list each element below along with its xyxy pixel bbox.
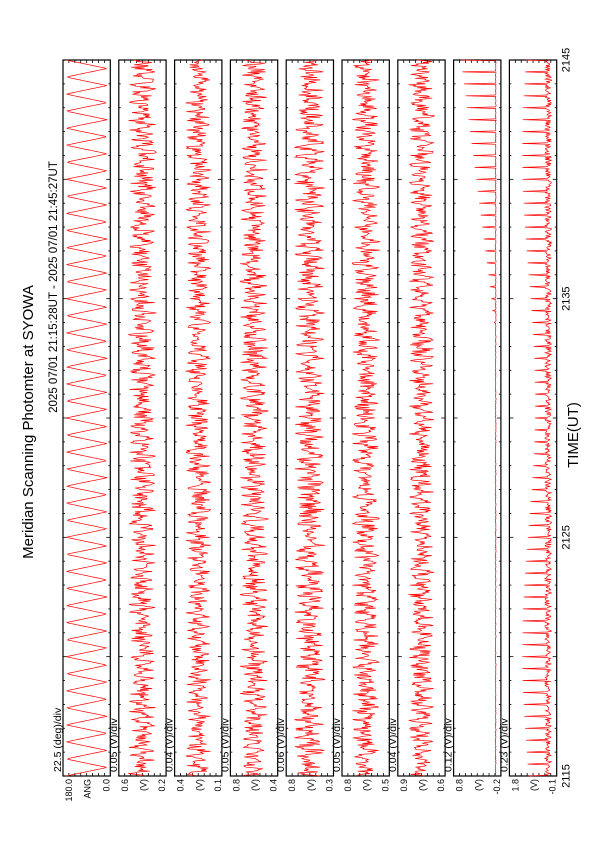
- y-tick-label-top: 0.8: [343, 779, 353, 792]
- y-tick-label-top: 0.8: [454, 779, 465, 792]
- series-line: [461, 60, 496, 776]
- panel-8: [443, 60, 502, 795]
- y-unit-label: (V): [138, 779, 149, 791]
- chart-title: Meridian Scanning Photomter at SYOWA: [20, 285, 37, 559]
- x-tick-label: 2135: [560, 286, 573, 311]
- panel-scale-label: 0.12 (V)/div: [442, 718, 455, 772]
- series-line: [240, 60, 268, 776]
- panel-1: [52, 60, 111, 802]
- y-tick-label-bottom: 0.0: [101, 779, 112, 792]
- x-tick-label: 2145: [560, 47, 573, 73]
- y-tick-label-bottom: 0.4: [268, 779, 279, 792]
- series-line: [294, 60, 325, 776]
- panel-scale-label: 0.05 (V)/div: [331, 718, 343, 772]
- panel-scale-label: 0.06 (V)/div: [275, 718, 288, 772]
- y-tick-label-bottom: 0.2: [157, 779, 168, 792]
- series-line: [128, 60, 156, 776]
- y-unit-label: (V): [417, 779, 428, 791]
- series-line: [522, 60, 551, 776]
- panel-7: [387, 60, 446, 792]
- panel-stack: [52, 60, 558, 802]
- panel-scale-label: 22.5 (deg)/div: [52, 707, 64, 772]
- series-line: [409, 60, 435, 776]
- panel-scale-label: 0.04 (V)/div: [163, 718, 176, 772]
- panel-frame: [398, 60, 445, 776]
- y-tick-label-bottom: 0.3: [324, 779, 335, 792]
- series-line: [66, 60, 107, 776]
- y-tick-label-bottom: -0.1: [547, 779, 558, 795]
- panel-4: [219, 60, 278, 792]
- y-tick-label-top: 1.8: [510, 779, 521, 792]
- y-tick-label-bottom: 0.1: [212, 779, 223, 792]
- y-tick-label-bottom: 0.6: [436, 779, 447, 792]
- y-unit-label: (V): [361, 779, 372, 791]
- time-range-label: 2025 07/01 21:15:28UT - 2025 07/01 21:45:27UT: [48, 161, 60, 413]
- y-tick-label-top: 0.9: [398, 779, 409, 792]
- y-tick-label-bottom: -0.2: [491, 779, 502, 795]
- panel-scale-label: 0.23 (V)/div: [498, 718, 511, 772]
- y-unit-label: (V): [473, 779, 484, 791]
- panel-scale-label: 0.05 (V)/div: [219, 718, 232, 772]
- panel-9: [498, 60, 557, 795]
- panel-6: [331, 60, 390, 792]
- y-unit-label: (V): [305, 779, 316, 791]
- y-tick-label-top: 180.0: [64, 779, 74, 802]
- panel-frame: [63, 60, 110, 776]
- panel-scale-label: 0.05 (V)/div: [107, 718, 120, 772]
- x-tick-label: 2115: [560, 764, 573, 788]
- y-unit-label: (V): [194, 779, 205, 791]
- y-tick-label-top: 0.8: [231, 779, 242, 792]
- x-tick-label: 2125: [560, 525, 573, 550]
- y-tick-label-top: 0.8: [287, 779, 298, 792]
- y-tick-label-bottom: 0.5: [380, 779, 391, 792]
- panel-5: [275, 60, 334, 792]
- y-unit-label: (V): [250, 779, 261, 791]
- y-tick-label-top: 0.6: [119, 779, 130, 792]
- panel-2: [108, 60, 167, 792]
- panel-3: [164, 60, 223, 792]
- series-line: [352, 60, 380, 776]
- y-tick-label-top: 0.4: [175, 779, 186, 792]
- panel-scale-label: 0.04 (V)/div: [386, 718, 399, 772]
- x-axis-label: TIME(UT): [565, 402, 582, 468]
- series-line: [185, 60, 211, 776]
- y-unit-label: (V): [529, 779, 540, 791]
- y-unit-label: ANG: [82, 779, 93, 799]
